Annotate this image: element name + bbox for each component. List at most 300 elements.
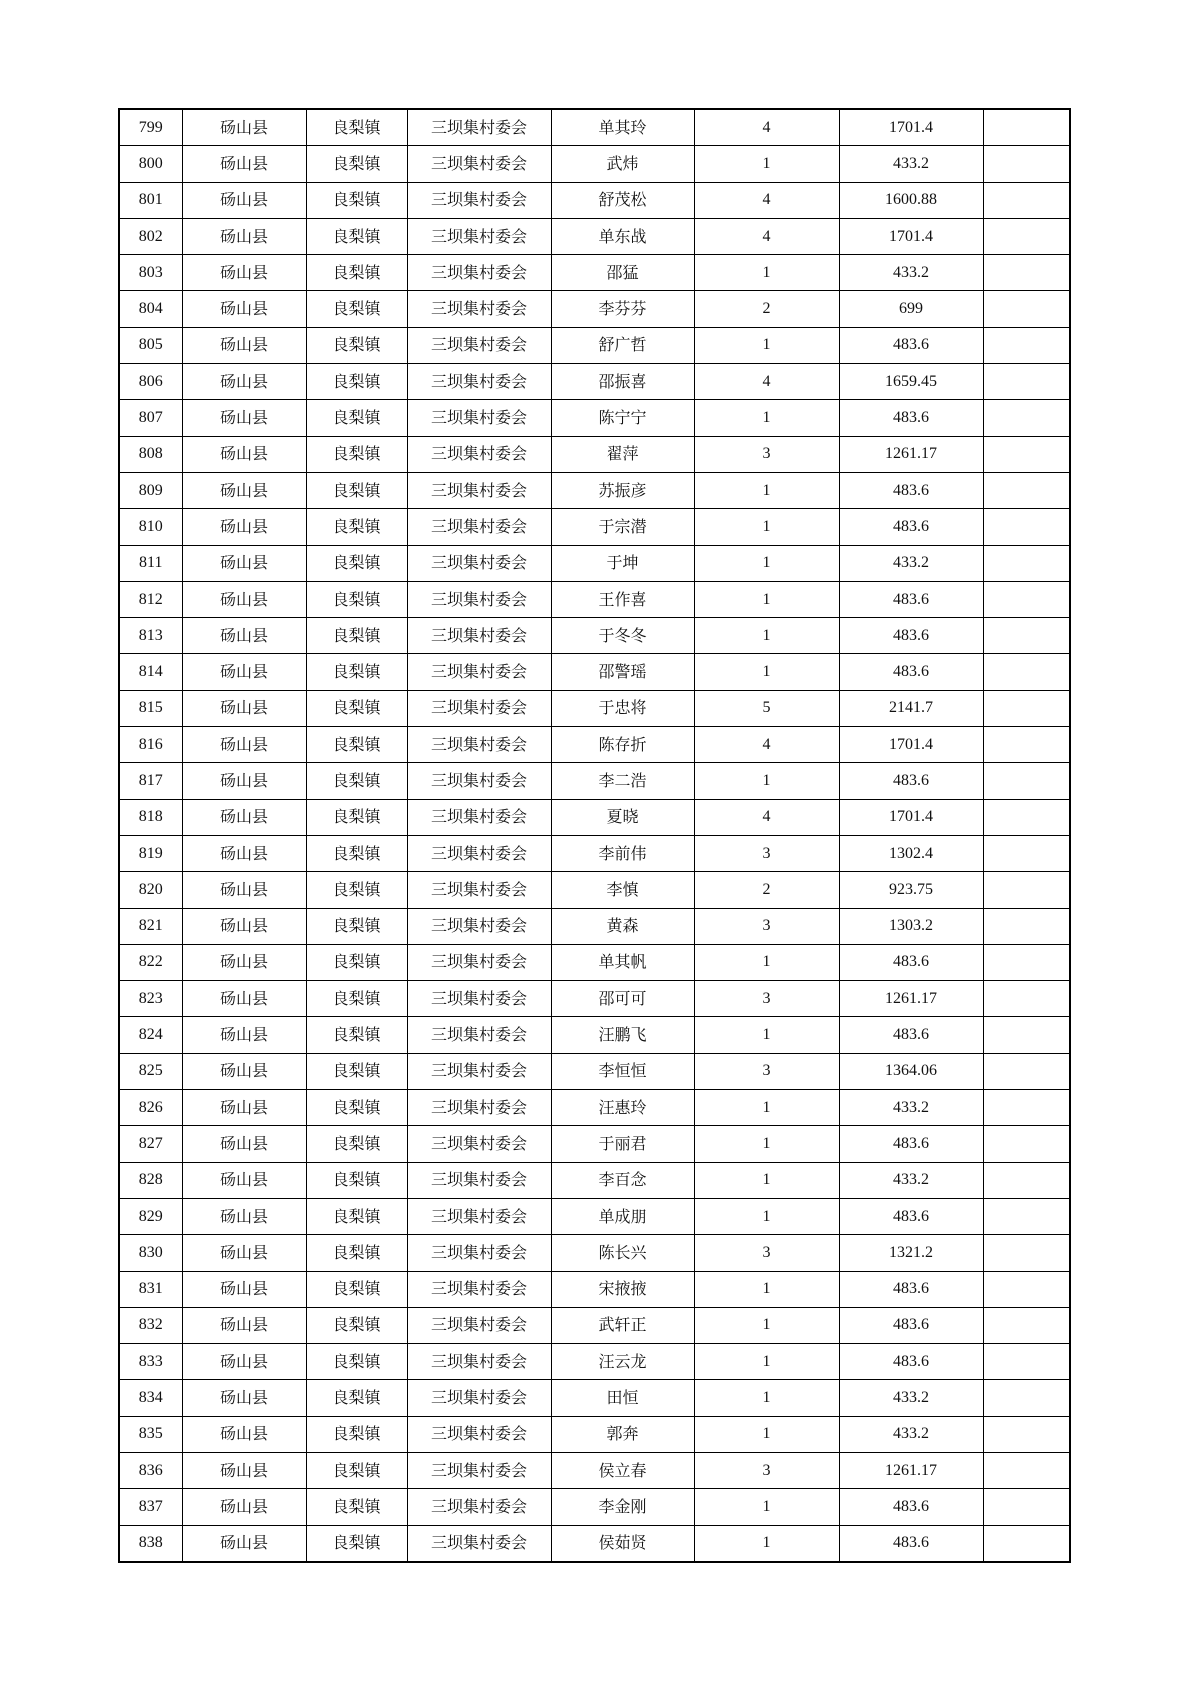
serial-number-cell: 807 [119,400,182,436]
note-cell [983,1525,1070,1562]
serial-number-cell: 819 [119,835,182,871]
person-name-cell: 于丽君 [551,1126,694,1162]
note-cell [983,1489,1070,1525]
town-cell: 良梨镇 [306,327,407,363]
village-committee-cell: 三坝集村委会 [407,291,551,327]
village-committee-cell: 三坝集村委会 [407,436,551,472]
household-count-cell: 1 [694,581,839,617]
serial-number-cell: 829 [119,1198,182,1234]
note-cell [983,618,1070,654]
serial-number-cell: 814 [119,654,182,690]
amount-cell: 483.6 [839,654,983,690]
note-cell [983,654,1070,690]
town-cell: 良梨镇 [306,472,407,508]
amount-cell: 483.6 [839,400,983,436]
county-cell: 砀山县 [182,1344,306,1380]
table-row [119,1307,1070,1343]
household-count-cell: 1 [694,1090,839,1126]
person-name-cell: 陈长兴 [551,1235,694,1271]
amount-cell: 483.6 [839,618,983,654]
person-name-cell: 汪云龙 [551,1344,694,1380]
serial-number-cell: 828 [119,1162,182,1198]
note-cell [983,1380,1070,1416]
note-cell [983,1053,1070,1089]
village-committee-cell: 三坝集村委会 [407,400,551,436]
household-count-cell: 4 [694,182,839,218]
household-count-cell: 1 [694,509,839,545]
amount-cell: 483.6 [839,509,983,545]
household-count-cell: 2 [694,291,839,327]
village-committee-cell: 三坝集村委会 [407,1017,551,1053]
amount-cell: 433.2 [839,545,983,581]
amount-cell: 1302.4 [839,835,983,871]
household-count-cell: 1 [694,400,839,436]
household-count-cell: 3 [694,1452,839,1488]
note-cell [983,218,1070,254]
amount-cell: 699 [839,291,983,327]
serial-number-cell: 831 [119,1271,182,1307]
town-cell: 良梨镇 [306,908,407,944]
amount-cell: 483.6 [839,581,983,617]
household-count-cell: 3 [694,436,839,472]
serial-number-cell: 832 [119,1307,182,1343]
village-committee-cell: 三坝集村委会 [407,1271,551,1307]
town-cell: 良梨镇 [306,1162,407,1198]
table-row [119,1416,1070,1452]
table-row [119,763,1070,799]
household-count-cell: 1 [694,1126,839,1162]
household-count-cell: 3 [694,835,839,871]
village-committee-cell: 三坝集村委会 [407,908,551,944]
serial-number-cell: 834 [119,1380,182,1416]
table-row [119,545,1070,581]
town-cell: 良梨镇 [306,1090,407,1126]
village-committee-cell: 三坝集村委会 [407,109,551,146]
table-row [119,1452,1070,1488]
note-cell [983,1271,1070,1307]
county-cell: 砀山县 [182,944,306,980]
table-row [119,981,1070,1017]
note-cell [983,1090,1070,1126]
town-cell: 良梨镇 [306,1489,407,1525]
county-cell: 砀山县 [182,291,306,327]
table-body [119,109,1070,1562]
amount-cell: 483.6 [839,1525,983,1562]
serial-number-cell: 811 [119,545,182,581]
village-committee-cell: 三坝集村委会 [407,727,551,763]
village-committee-cell: 三坝集村委会 [407,690,551,726]
amount-cell: 1261.17 [839,436,983,472]
note-cell [983,581,1070,617]
town-cell: 良梨镇 [306,109,407,146]
village-committee-cell: 三坝集村委会 [407,1126,551,1162]
town-cell: 良梨镇 [306,872,407,908]
serial-number-cell: 803 [119,255,182,291]
town-cell: 良梨镇 [306,835,407,871]
table-row [119,291,1070,327]
county-cell: 砀山县 [182,509,306,545]
person-name-cell: 单其帆 [551,944,694,980]
village-committee-cell: 三坝集村委会 [407,835,551,871]
note-cell [983,1307,1070,1343]
town-cell: 良梨镇 [306,1344,407,1380]
serial-number-cell: 823 [119,981,182,1017]
county-cell: 砀山县 [182,472,306,508]
person-name-cell: 苏振彦 [551,472,694,508]
county-cell: 砀山县 [182,400,306,436]
table-row [119,1162,1070,1198]
serial-number-cell: 810 [119,509,182,545]
household-count-cell: 4 [694,364,839,400]
note-cell [983,1126,1070,1162]
household-count-cell: 3 [694,1235,839,1271]
table-row [119,436,1070,472]
county-cell: 砀山县 [182,799,306,835]
village-committee-cell: 三坝集村委会 [407,1489,551,1525]
village-committee-cell: 三坝集村委会 [407,1416,551,1452]
serial-number-cell: 825 [119,1053,182,1089]
county-cell: 砀山县 [182,908,306,944]
county-cell: 砀山县 [182,1271,306,1307]
county-cell: 砀山县 [182,981,306,1017]
town-cell: 良梨镇 [306,545,407,581]
village-committee-cell: 三坝集村委会 [407,1344,551,1380]
person-name-cell: 汪惠玲 [551,1090,694,1126]
serial-number-cell: 813 [119,618,182,654]
person-name-cell: 陈宁宁 [551,400,694,436]
person-name-cell: 邵可可 [551,981,694,1017]
table-row [119,509,1070,545]
county-cell: 砀山县 [182,327,306,363]
household-count-cell: 1 [694,618,839,654]
village-committee-cell: 三坝集村委会 [407,146,551,182]
table-row [119,364,1070,400]
note-cell [983,182,1070,218]
note-cell [983,908,1070,944]
town-cell: 良梨镇 [306,1416,407,1452]
household-count-cell: 3 [694,981,839,1017]
household-count-cell: 1 [694,1017,839,1053]
serial-number-cell: 815 [119,690,182,726]
note-cell [983,255,1070,291]
county-cell: 砀山县 [182,690,306,726]
county-cell: 砀山县 [182,581,306,617]
town-cell: 良梨镇 [306,944,407,980]
county-cell: 砀山县 [182,618,306,654]
village-committee-cell: 三坝集村委会 [407,799,551,835]
note-cell [983,799,1070,835]
household-count-cell: 1 [694,146,839,182]
amount-cell: 433.2 [839,255,983,291]
amount-cell: 1261.17 [839,981,983,1017]
county-cell: 砀山县 [182,255,306,291]
table-row [119,908,1070,944]
town-cell: 良梨镇 [306,1198,407,1234]
note-cell [983,1452,1070,1488]
person-name-cell: 郭奔 [551,1416,694,1452]
amount-cell: 433.2 [839,146,983,182]
household-count-cell: 1 [694,1198,839,1234]
note-cell [983,944,1070,980]
county-cell: 砀山县 [182,1053,306,1089]
serial-number-cell: 827 [119,1126,182,1162]
person-name-cell: 舒广哲 [551,327,694,363]
village-committee-cell: 三坝集村委会 [407,763,551,799]
town-cell: 良梨镇 [306,1271,407,1307]
table-row [119,218,1070,254]
household-count-cell: 2 [694,872,839,908]
household-count-cell: 5 [694,690,839,726]
table-row [119,146,1070,182]
serial-number-cell: 835 [119,1416,182,1452]
table-row [119,944,1070,980]
beneficiary-table [118,108,1071,1563]
town-cell: 良梨镇 [306,1017,407,1053]
person-name-cell: 李慎 [551,872,694,908]
person-name-cell: 李金刚 [551,1489,694,1525]
note-cell [983,109,1070,146]
amount-cell: 483.6 [839,1126,983,1162]
table-row [119,1271,1070,1307]
note-cell [983,981,1070,1017]
county-cell: 砀山县 [182,182,306,218]
person-name-cell: 邵振喜 [551,364,694,400]
amount-cell: 483.6 [839,1017,983,1053]
table-row [119,1525,1070,1562]
serial-number-cell: 806 [119,364,182,400]
person-name-cell: 宋掖掖 [551,1271,694,1307]
village-committee-cell: 三坝集村委会 [407,1053,551,1089]
table-row [119,727,1070,763]
household-count-cell: 1 [694,327,839,363]
county-cell: 砀山县 [182,654,306,690]
county-cell: 砀山县 [182,835,306,871]
town-cell: 良梨镇 [306,291,407,327]
note-cell [983,1416,1070,1452]
amount-cell: 483.6 [839,1489,983,1525]
county-cell: 砀山县 [182,1489,306,1525]
county-cell: 砀山县 [182,1380,306,1416]
person-name-cell: 舒茂松 [551,182,694,218]
note-cell [983,727,1070,763]
note-cell [983,291,1070,327]
amount-cell: 1600.88 [839,182,983,218]
amount-cell: 433.2 [839,1380,983,1416]
village-committee-cell: 三坝集村委会 [407,545,551,581]
village-committee-cell: 三坝集村委会 [407,1380,551,1416]
town-cell: 良梨镇 [306,1452,407,1488]
note-cell [983,835,1070,871]
table-row [119,1053,1070,1089]
village-committee-cell: 三坝集村委会 [407,618,551,654]
person-name-cell: 李百念 [551,1162,694,1198]
household-count-cell: 1 [694,472,839,508]
table-row [119,255,1070,291]
village-committee-cell: 三坝集村委会 [407,255,551,291]
village-committee-cell: 三坝集村委会 [407,1525,551,1562]
village-committee-cell: 三坝集村委会 [407,1198,551,1234]
village-committee-cell: 三坝集村委会 [407,581,551,617]
note-cell [983,872,1070,908]
town-cell: 良梨镇 [306,400,407,436]
table-row [119,472,1070,508]
serial-number-cell: 833 [119,1344,182,1380]
note-cell [983,509,1070,545]
amount-cell: 1321.2 [839,1235,983,1271]
serial-number-cell: 826 [119,1090,182,1126]
person-name-cell: 陈存折 [551,727,694,763]
county-cell: 砀山县 [182,545,306,581]
person-name-cell: 夏晓 [551,799,694,835]
note-cell [983,1198,1070,1234]
serial-number-cell: 837 [119,1489,182,1525]
note-cell [983,364,1070,400]
village-committee-cell: 三坝集村委会 [407,472,551,508]
town-cell: 良梨镇 [306,581,407,617]
county-cell: 砀山县 [182,727,306,763]
amount-cell: 1303.2 [839,908,983,944]
serial-number-cell: 801 [119,182,182,218]
person-name-cell: 单其玲 [551,109,694,146]
person-name-cell: 于坤 [551,545,694,581]
village-committee-cell: 三坝集村委会 [407,218,551,254]
amount-cell: 1701.4 [839,109,983,146]
county-cell: 砀山县 [182,1416,306,1452]
household-count-cell: 4 [694,799,839,835]
table-row [119,799,1070,835]
table-row [119,1017,1070,1053]
amount-cell: 1701.4 [839,727,983,763]
county-cell: 砀山县 [182,1198,306,1234]
serial-number-cell: 805 [119,327,182,363]
amount-cell: 483.6 [839,472,983,508]
household-count-cell: 4 [694,218,839,254]
person-name-cell: 李恒恒 [551,1053,694,1089]
household-count-cell: 3 [694,908,839,944]
village-committee-cell: 三坝集村委会 [407,1090,551,1126]
county-cell: 砀山县 [182,1525,306,1562]
household-count-cell: 1 [694,763,839,799]
village-committee-cell: 三坝集村委会 [407,872,551,908]
village-committee-cell: 三坝集村委会 [407,654,551,690]
table-row [119,581,1070,617]
county-cell: 砀山县 [182,109,306,146]
amount-cell: 483.6 [839,1198,983,1234]
serial-number-cell: 812 [119,581,182,617]
county-cell: 砀山县 [182,364,306,400]
person-name-cell: 单成朋 [551,1198,694,1234]
serial-number-cell: 808 [119,436,182,472]
serial-number-cell: 817 [119,763,182,799]
table-row [119,1489,1070,1525]
town-cell: 良梨镇 [306,436,407,472]
town-cell: 良梨镇 [306,1126,407,1162]
serial-number-cell: 830 [119,1235,182,1271]
serial-number-cell: 820 [119,872,182,908]
person-name-cell: 王作喜 [551,581,694,617]
county-cell: 砀山县 [182,1452,306,1488]
serial-number-cell: 818 [119,799,182,835]
amount-cell: 1701.4 [839,799,983,835]
amount-cell: 1659.45 [839,364,983,400]
serial-number-cell: 802 [119,218,182,254]
town-cell: 良梨镇 [306,727,407,763]
table-row [119,1090,1070,1126]
town-cell: 良梨镇 [306,1380,407,1416]
county-cell: 砀山县 [182,1235,306,1271]
table-row [119,1344,1070,1380]
table-row [119,1126,1070,1162]
table-row [119,835,1070,871]
household-count-cell: 3 [694,1053,839,1089]
amount-cell: 483.6 [839,327,983,363]
household-count-cell: 1 [694,1307,839,1343]
note-cell [983,1344,1070,1380]
town-cell: 良梨镇 [306,763,407,799]
town-cell: 良梨镇 [306,981,407,1017]
town-cell: 良梨镇 [306,1525,407,1562]
person-name-cell: 武炜 [551,146,694,182]
serial-number-cell: 816 [119,727,182,763]
household-count-cell: 1 [694,1416,839,1452]
village-committee-cell: 三坝集村委会 [407,1235,551,1271]
county-cell: 砀山县 [182,1307,306,1343]
county-cell: 砀山县 [182,1017,306,1053]
serial-number-cell: 799 [119,109,182,146]
village-committee-cell: 三坝集村委会 [407,944,551,980]
person-name-cell: 单东战 [551,218,694,254]
note-cell [983,436,1070,472]
town-cell: 良梨镇 [306,1307,407,1343]
household-count-cell: 1 [694,1344,839,1380]
table-row [119,618,1070,654]
household-count-cell: 4 [694,109,839,146]
person-name-cell: 田恒 [551,1380,694,1416]
person-name-cell: 侯立春 [551,1452,694,1488]
village-committee-cell: 三坝集村委会 [407,1452,551,1488]
note-cell [983,146,1070,182]
amount-cell: 1364.06 [839,1053,983,1089]
person-name-cell: 翟萍 [551,436,694,472]
amount-cell: 433.2 [839,1090,983,1126]
serial-number-cell: 836 [119,1452,182,1488]
table-row [119,327,1070,363]
county-cell: 砀山县 [182,872,306,908]
person-name-cell: 李二浩 [551,763,694,799]
town-cell: 良梨镇 [306,1235,407,1271]
table-row [119,400,1070,436]
person-name-cell: 于忠将 [551,690,694,726]
note-cell [983,472,1070,508]
village-committee-cell: 三坝集村委会 [407,509,551,545]
amount-cell: 483.6 [839,944,983,980]
table-row [119,109,1070,146]
serial-number-cell: 824 [119,1017,182,1053]
household-count-cell: 1 [694,1162,839,1198]
amount-cell: 1701.4 [839,218,983,254]
serial-number-cell: 822 [119,944,182,980]
person-name-cell: 邵警瑶 [551,654,694,690]
person-name-cell: 武轩正 [551,1307,694,1343]
note-cell [983,690,1070,726]
amount-cell: 483.6 [839,1307,983,1343]
town-cell: 良梨镇 [306,182,407,218]
village-committee-cell: 三坝集村委会 [407,1162,551,1198]
town-cell: 良梨镇 [306,1053,407,1089]
town-cell: 良梨镇 [306,799,407,835]
serial-number-cell: 838 [119,1525,182,1562]
household-count-cell: 1 [694,654,839,690]
